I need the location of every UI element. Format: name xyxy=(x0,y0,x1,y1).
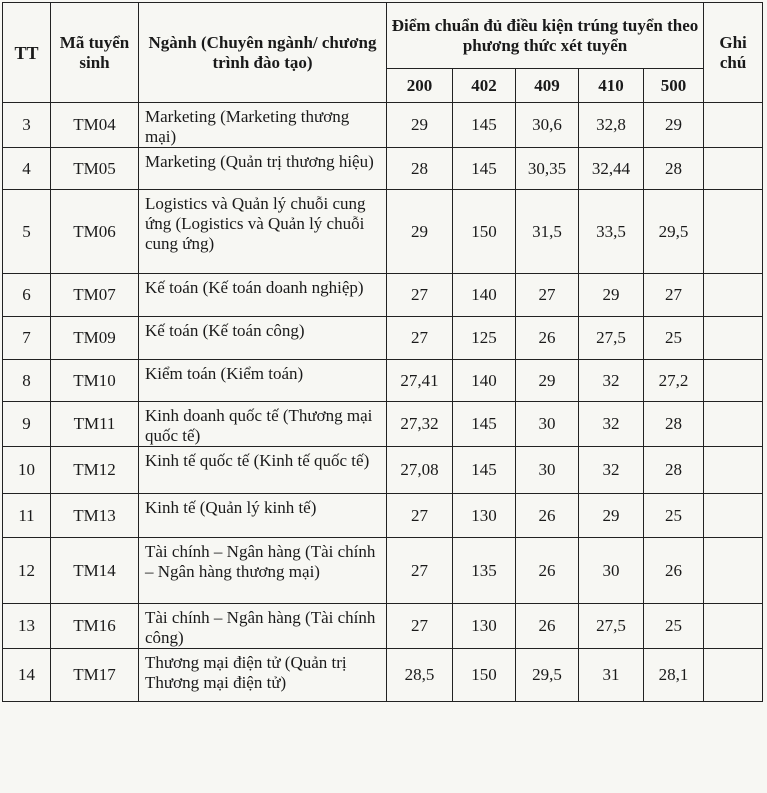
row-score-500: 25 xyxy=(644,494,704,538)
table-row xyxy=(3,148,763,190)
row-tt: 5 xyxy=(3,190,51,274)
header-method-409: 409 xyxy=(516,69,579,103)
row-score-402: 125 xyxy=(453,317,516,360)
row-score-500: 28 xyxy=(644,447,704,494)
row-score-410: 31 xyxy=(579,649,644,702)
header-method: Điểm chuẩn đủ điều kiện trúng tuyển theo phương thức xét tuyển xyxy=(387,3,704,69)
row-code: TM13 xyxy=(51,494,139,538)
admission-score-table xyxy=(2,2,763,702)
row-score-410: 32 xyxy=(579,402,644,447)
row-score-410: 29 xyxy=(579,274,644,317)
row-major-name: Logistics và Quản lý chuỗi cung ứng (Logistics và Quản lý chuỗi cung ứng) xyxy=(139,190,387,274)
row-tt: 7 xyxy=(3,317,51,360)
row-major-name: Kế toán (Kế toán doanh nghiệp) xyxy=(139,274,387,317)
row-score-402: 150 xyxy=(453,190,516,274)
row-score-410: 27,5 xyxy=(579,604,644,649)
table-row xyxy=(3,494,763,538)
row-score-200: 27 xyxy=(387,494,453,538)
row-score-410: 32 xyxy=(579,360,644,402)
row-score-500: 29 xyxy=(644,103,704,148)
row-score-410: 32,44 xyxy=(579,148,644,190)
row-score-410: 30 xyxy=(579,538,644,604)
row-major-name: Tài chính – Ngân hàng (Tài chính – Ngân hàng thương mại) xyxy=(139,538,387,604)
row-score-409: 30,6 xyxy=(516,103,579,148)
header-method-200: 200 xyxy=(387,69,453,103)
row-tt: 8 xyxy=(3,360,51,402)
row-score-409: 27 xyxy=(516,274,579,317)
row-note xyxy=(704,447,763,494)
table-row xyxy=(3,649,763,702)
row-score-200: 27 xyxy=(387,274,453,317)
row-score-500: 26 xyxy=(644,538,704,604)
row-score-200: 29 xyxy=(387,103,453,148)
row-code: TM16 xyxy=(51,604,139,649)
row-score-200: 27 xyxy=(387,604,453,649)
header-major: Ngành (Chuyên ngành/ chương trình đào tạo) xyxy=(139,3,387,103)
row-score-402: 145 xyxy=(453,402,516,447)
row-note xyxy=(704,649,763,702)
row-score-409: 29,5 xyxy=(516,649,579,702)
row-major-name: Tài chính – Ngân hàng (Tài chính công) xyxy=(139,604,387,649)
row-note xyxy=(704,103,763,148)
row-major-name: Kế toán (Kế toán công) xyxy=(139,317,387,360)
row-major-name: Marketing (Marketing thương mại) xyxy=(139,103,387,148)
row-note xyxy=(704,538,763,604)
row-score-410: 33,5 xyxy=(579,190,644,274)
row-score-200: 27,08 xyxy=(387,447,453,494)
row-score-200: 29 xyxy=(387,190,453,274)
row-score-410: 32 xyxy=(579,447,644,494)
table-row xyxy=(3,604,763,649)
row-score-409: 29 xyxy=(516,360,579,402)
row-score-402: 145 xyxy=(453,148,516,190)
row-note xyxy=(704,494,763,538)
header-note: Ghi chú xyxy=(704,3,763,103)
header-code: Mã tuyển sinh xyxy=(51,3,139,103)
table-row xyxy=(3,447,763,494)
row-tt: 4 xyxy=(3,148,51,190)
row-note xyxy=(704,148,763,190)
table-row xyxy=(3,538,763,604)
row-tt: 11 xyxy=(3,494,51,538)
row-tt: 9 xyxy=(3,402,51,447)
row-note xyxy=(704,274,763,317)
table-row xyxy=(3,402,763,447)
row-code: TM09 xyxy=(51,317,139,360)
row-score-500: 27 xyxy=(644,274,704,317)
row-score-409: 26 xyxy=(516,604,579,649)
row-score-402: 130 xyxy=(453,604,516,649)
row-score-200: 28,5 xyxy=(387,649,453,702)
row-score-500: 25 xyxy=(644,604,704,649)
row-major-name: Thương mại điện tử (Quản trị Thương mại điện tử) xyxy=(139,649,387,702)
row-score-402: 140 xyxy=(453,274,516,317)
table-row xyxy=(3,190,763,274)
row-score-409: 31,5 xyxy=(516,190,579,274)
row-score-200: 28 xyxy=(387,148,453,190)
row-score-402: 145 xyxy=(453,447,516,494)
row-score-402: 130 xyxy=(453,494,516,538)
row-score-402: 140 xyxy=(453,360,516,402)
row-tt: 12 xyxy=(3,538,51,604)
row-score-500: 28,1 xyxy=(644,649,704,702)
row-score-402: 150 xyxy=(453,649,516,702)
row-score-200: 27 xyxy=(387,317,453,360)
row-note xyxy=(704,360,763,402)
row-code: TM05 xyxy=(51,148,139,190)
row-score-200: 27,32 xyxy=(387,402,453,447)
row-score-409: 26 xyxy=(516,494,579,538)
row-code: TM10 xyxy=(51,360,139,402)
row-tt: 14 xyxy=(3,649,51,702)
row-major-name: Kiểm toán (Kiểm toán) xyxy=(139,360,387,402)
row-note xyxy=(704,317,763,360)
row-score-200: 27,41 xyxy=(387,360,453,402)
row-tt: 10 xyxy=(3,447,51,494)
row-code: TM17 xyxy=(51,649,139,702)
row-tt: 13 xyxy=(3,604,51,649)
row-score-409: 30 xyxy=(516,402,579,447)
row-score-410: 29 xyxy=(579,494,644,538)
row-score-402: 145 xyxy=(453,103,516,148)
row-score-409: 26 xyxy=(516,538,579,604)
header-tt: TT xyxy=(3,3,51,103)
row-score-402: 135 xyxy=(453,538,516,604)
row-score-410: 27,5 xyxy=(579,317,644,360)
row-score-500: 28 xyxy=(644,402,704,447)
row-note xyxy=(704,604,763,649)
row-score-500: 27,2 xyxy=(644,360,704,402)
row-code: TM04 xyxy=(51,103,139,148)
row-major-name: Kinh tế quốc tế (Kinh tế quốc tế) xyxy=(139,447,387,494)
row-major-name: Kinh tế (Quản lý kinh tế) xyxy=(139,494,387,538)
row-major-name: Kinh doanh quốc tế (Thương mại quốc tế) xyxy=(139,402,387,447)
header-method-402: 402 xyxy=(453,69,516,103)
table-row xyxy=(3,360,763,402)
row-score-409: 30,35 xyxy=(516,148,579,190)
header-method-500: 500 xyxy=(644,69,704,103)
row-score-200: 27 xyxy=(387,538,453,604)
header-method-410: 410 xyxy=(579,69,644,103)
table-row xyxy=(3,274,763,317)
row-score-409: 30 xyxy=(516,447,579,494)
row-note xyxy=(704,402,763,447)
row-code: TM12 xyxy=(51,447,139,494)
row-score-500: 28 xyxy=(644,148,704,190)
row-code: TM14 xyxy=(51,538,139,604)
row-code: TM07 xyxy=(51,274,139,317)
row-note xyxy=(704,190,763,274)
row-tt: 6 xyxy=(3,274,51,317)
row-score-409: 26 xyxy=(516,317,579,360)
row-code: TM06 xyxy=(51,190,139,274)
row-score-500: 25 xyxy=(644,317,704,360)
table-row xyxy=(3,103,763,148)
row-code: TM11 xyxy=(51,402,139,447)
row-score-500: 29,5 xyxy=(644,190,704,274)
row-score-410: 32,8 xyxy=(579,103,644,148)
row-tt: 3 xyxy=(3,103,51,148)
row-major-name: Marketing (Quản trị thương hiệu) xyxy=(139,148,387,190)
table-row xyxy=(3,317,763,360)
